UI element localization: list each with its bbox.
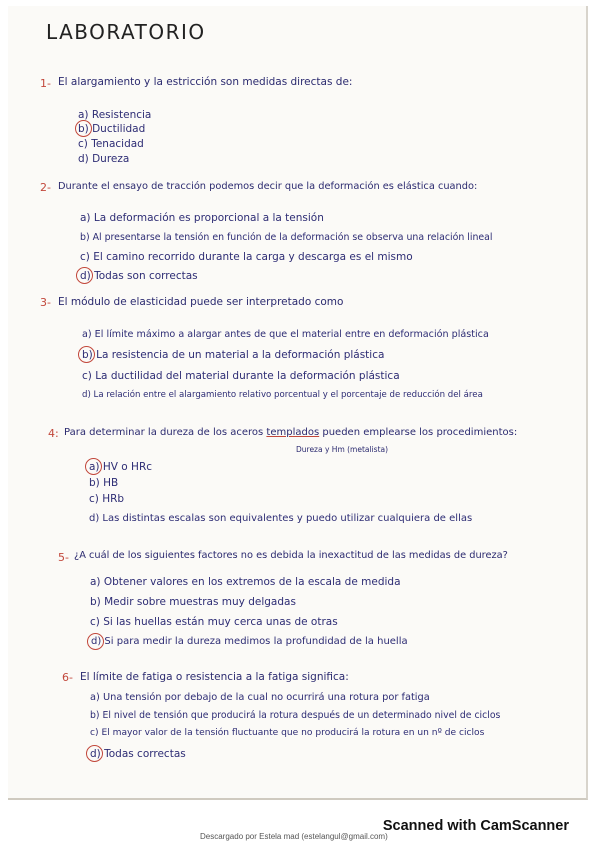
answer-option: b) Medir sobre muestras muy delgadas bbox=[90, 596, 296, 608]
underlined-word: templados bbox=[266, 427, 320, 438]
answer-option: b) La resistencia de un material a la deformación plástica bbox=[82, 349, 385, 361]
scanned-page bbox=[8, 6, 588, 800]
answer-option: a) HV o HRc bbox=[89, 461, 153, 473]
download-credit: Descargado por Estela mad (estelangul@gmail.com) bbox=[200, 832, 388, 841]
answer-option: b) HB bbox=[89, 477, 119, 489]
answer-option: b) Ductilidad bbox=[78, 123, 146, 135]
question-stem: ¿A cuál de los siguientes factores no es debida la inexactitud de las medidas de dureza? bbox=[74, 550, 508, 561]
question-number: 1- bbox=[40, 77, 51, 90]
answer-option: b) Al presentarse la tensión en función de la deformación se observa una relación lineal bbox=[80, 232, 493, 243]
answer-option: c) El camino recorrido durante la carga y descarga es el mismo bbox=[80, 251, 413, 263]
question-stem: Durante el ensayo de tracción podemos decir que la deformación es elástica cuando: bbox=[58, 181, 478, 192]
answer-option: d) Todas son correctas bbox=[80, 270, 198, 282]
question-number: 2- bbox=[40, 181, 51, 194]
answer-option: c) Si las huellas están muy cerca unas de otras bbox=[90, 616, 338, 628]
answer-option: a) La deformación es proporcional a la tensión bbox=[80, 212, 324, 224]
answer-option: b) El nivel de tensión que producirá la rotura después de un determinado nivel de ciclos bbox=[90, 710, 501, 721]
answer-option: c) El mayor valor de la tensión fluctuante que no producirá la rotura en un nº de ciclos bbox=[90, 728, 485, 738]
answer-option: c) HRb bbox=[89, 493, 125, 505]
answer-option: d) La relación entre el alargamiento relativo porcentual y el porcentaje de reducción del área bbox=[82, 390, 483, 400]
camscanner-watermark: Scanned with CamScanner bbox=[382, 818, 569, 834]
answer-option: c) Tenacidad bbox=[78, 138, 144, 150]
answer-option: a) Obtener valores en los extremos de la escala de medida bbox=[90, 576, 401, 588]
answer-option: d) Las distintas escalas son equivalentes y puedo utilizar cualquiera de ellas bbox=[89, 513, 473, 524]
page-title: LABORATORIO bbox=[46, 20, 206, 44]
answer-option: a) Una tensión por debajo de la cual no ocurrirá una rotura por fatiga bbox=[90, 692, 430, 703]
question-number: 3- bbox=[40, 296, 51, 309]
answer-option: a) El límite máximo a alargar antes de que el material entre en deformación plástica bbox=[82, 329, 489, 340]
answer-option: d) Todas correctas bbox=[90, 748, 186, 760]
handwritten-note: Dureza y Hm (metalista) bbox=[296, 445, 389, 454]
answer-option: d) Dureza bbox=[78, 153, 130, 165]
question-stem-part: pueden emplearse los procedimientos: bbox=[319, 427, 518, 438]
answer-option: c) La ductilidad del material durante la deformación plástica bbox=[82, 370, 400, 382]
question-stem bbox=[64, 427, 517, 438]
question-stem: El módulo de elasticidad puede ser interpretado como bbox=[58, 296, 344, 308]
question-stem: El límite de fatiga o resistencia a la fatiga significa: bbox=[80, 671, 349, 683]
question-number: 5- bbox=[58, 551, 69, 564]
question-number: 6- bbox=[62, 671, 73, 684]
question-stem: El alargamiento y la estricción son medidas directas de: bbox=[58, 76, 353, 88]
answer-option: a) Resistencia bbox=[78, 109, 152, 121]
question-stem-part: Para determinar la dureza de los aceros bbox=[64, 427, 267, 438]
answer-option: d) Si para medir la dureza medimos la profundidad de la huella bbox=[91, 636, 408, 647]
question-number: 4: bbox=[48, 427, 59, 440]
